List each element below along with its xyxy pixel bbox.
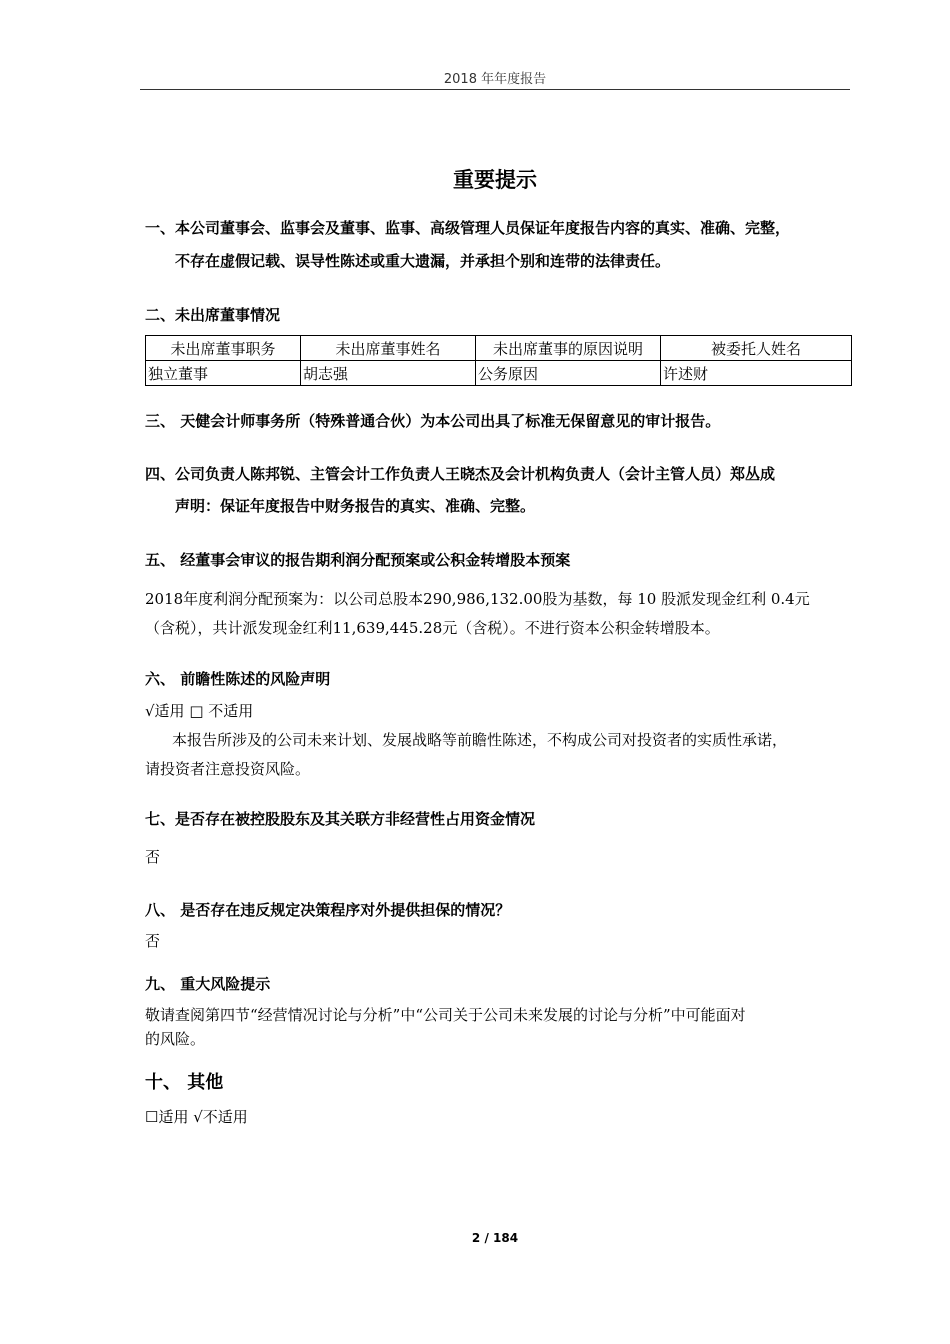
section10-title: 十、 其他	[145, 1072, 224, 1093]
section1-line2: 不存在虚假记载、误导性陈述或重大遗漏，并承担个别和连带的法律责任。	[175, 252, 671, 270]
section3-text: 三、 天健会计师事务所（特殊普通合伙）为本公司出具了标准无保留意见的审计报告。	[145, 412, 721, 430]
section2-title: 二、未出席董事情况	[145, 306, 281, 324]
table-header-cell: 被委托人姓名	[661, 336, 852, 361]
section4-line1: 四、公司负责人陈邦锐、主管会计工作负责人王晓杰及会计机构负责人（会计主管人员）郑丛成	[145, 465, 776, 483]
section6-line1: 本报告所涉及的公司未来计划、发展战略等前瞻性陈述，不构成公司对投资者的实质性承诺，	[172, 731, 788, 749]
running-header: 2018 年年度报告	[443, 72, 547, 87]
section5-title: 五、 经董事会审议的报告期利润分配预案或公积金转增股本预案	[145, 551, 571, 569]
section8-answer: 否	[145, 932, 161, 950]
section10-applicability: ☐适用 √不适用	[145, 1108, 248, 1126]
table-cell: 公务原因	[476, 361, 661, 386]
section6-line2: 请投资者注意投资风险。	[145, 760, 311, 778]
page-title: 重要提示	[453, 168, 537, 192]
table-cell: 胡志强	[301, 361, 476, 386]
section5-line2: （含税），共计派发现金红利11,639,445.28元（含税）。不进行资本公积金转增股本。	[145, 619, 720, 637]
table-header-cell: 未出席董事姓名	[301, 336, 476, 361]
section4-line2: 声明：保证年度报告中财务报告的真实、准确、完整。	[175, 497, 536, 515]
section6-applicability: √适用 □ 不适用	[145, 702, 254, 720]
section1-line1: 一、本公司董事会、监事会及董事、监事、高级管理人员保证年度报告内容的真实、准确、完整，	[145, 219, 791, 237]
section8-title: 八、 是否存在违反规定决策程序对外提供担保的情况？	[145, 901, 511, 919]
table-cell: 许述财	[661, 361, 852, 386]
section9-line1: 敬请查阅第四节“经营情况讨论与分析”中“公司关于公司未来发展的讨论与分析”中可能面对	[145, 1006, 746, 1024]
header-divider	[140, 89, 850, 90]
table-row	[146, 361, 852, 386]
table-header-cell: 未出席董事的原因说明	[476, 336, 661, 361]
table-cell: 独立董事	[146, 361, 301, 386]
section6-title: 六、 前瞻性陈述的风险声明	[145, 670, 331, 688]
section9-line2: 的风险。	[145, 1030, 206, 1048]
section9-title: 九、 重大风险提示	[145, 975, 271, 993]
page-number: 2 / 184	[471, 1231, 519, 1245]
section7-answer: 否	[145, 848, 161, 866]
section7-title: 七、是否存在被控股股东及其关联方非经营性占用资金情况	[145, 810, 536, 828]
table-header-row	[146, 336, 852, 361]
section5-line1: 2018年度利润分配预案为：以公司总股本290,986,132.00股为基数，每 10 股派发现金红利 0.4元	[145, 590, 810, 608]
table-header-cell: 未出席董事职务	[146, 336, 301, 361]
absent-directors-table	[145, 335, 852, 386]
